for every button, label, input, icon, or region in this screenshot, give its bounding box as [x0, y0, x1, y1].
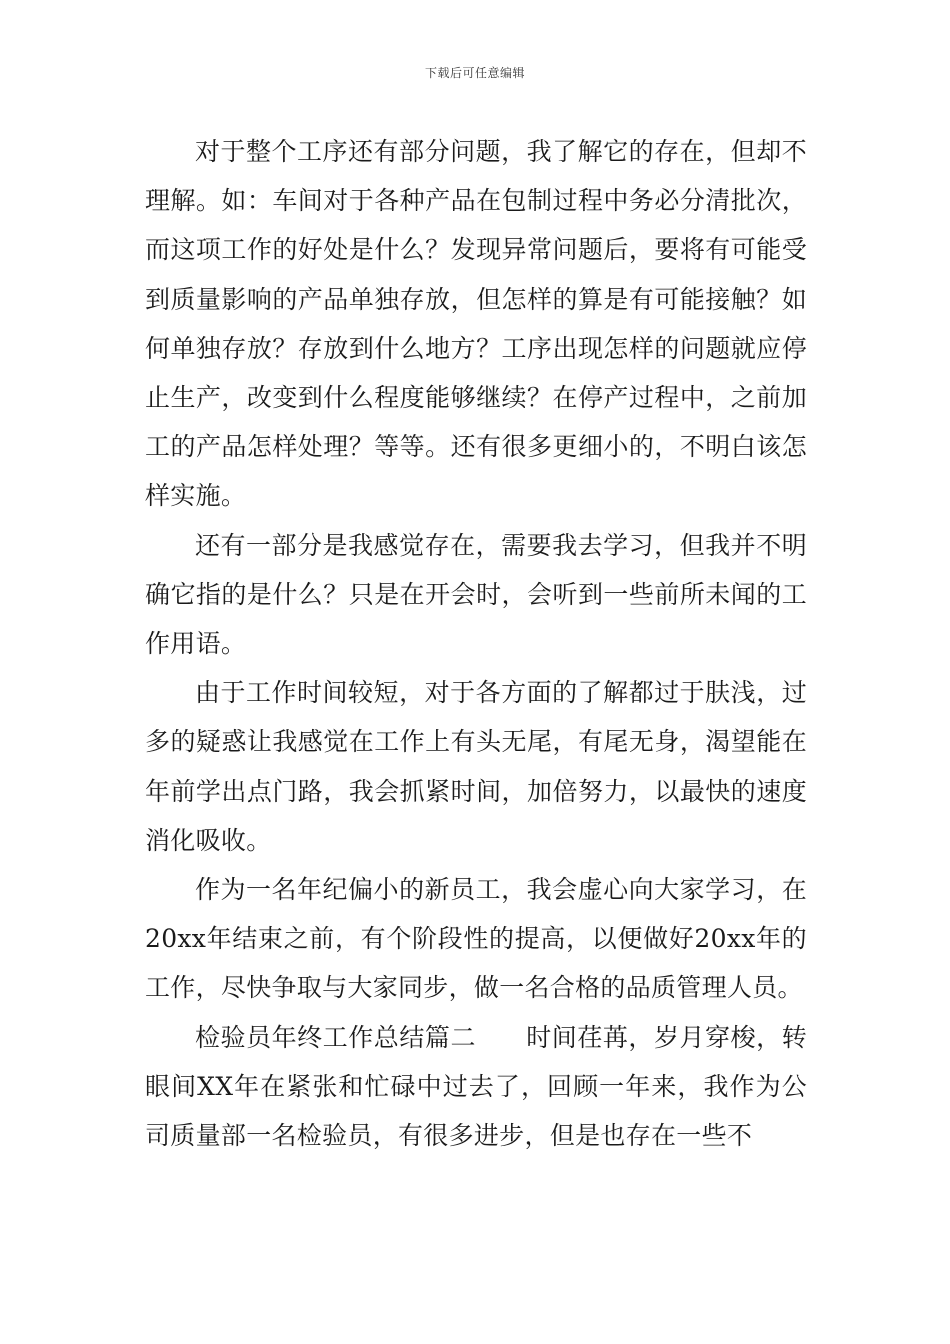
paragraph-4: 作为一名年纪偏小的新员工，我会虚心向大家学习，在20xx年结束之前，有个阶段性的提高，以便做好20xx年的工作，尽快争取与大家同步，做一名合格的品质管理人员。 — [145, 875, 807, 1003]
document-body — [145, 127, 807, 1160]
paragraph-1: 对于整个工序还有部分问题，我了解它的存在，但却不理解。如：车间对于各种产品在包制过程中务必分清批次，而这项工作的好处是什么？发现异常问题后，要将有可能受到质量影响的产品单独存放，但怎样的算是有可能接触？如何单独存放？存放到什么地方？工序出现怎样的问题就应停止生产，改变到什么程度能够继续？在停产过程中，之前加工的产品怎样处理？等等。还有很多更细小的，不明白该怎样实施。 — [145, 137, 807, 511]
section-paragraph — [145, 1013, 807, 1161]
paragraph-3: 由于工作时间较短，对于各方面的了解都过于肤浅，过多的疑惑让我感觉在工作上有头无尾，有尾无身，渴望能在年前学出点门路，我会抓紧时间，加倍努力，以最快的速度消化吸收。 — [145, 678, 807, 855]
page-header-note: 下载后可任意编辑 — [424, 66, 525, 80]
section-title: 检验员年终工作总结篇二 — [195, 1022, 476, 1052]
section-text: 时间荏苒，岁月穿梭，转眼间XX年在紧张和忙碌中过去了，回顾一年来，我作为公司质量部一名检验员，有很多进步，但是也存在一些不 — [145, 1022, 807, 1151]
paragraph-2: 还有一部分是我感觉存在，需要我去学习，但我并不明确它指的是什么？只是在开会时，会听到一些前所未闻的工作用语。 — [145, 530, 807, 659]
